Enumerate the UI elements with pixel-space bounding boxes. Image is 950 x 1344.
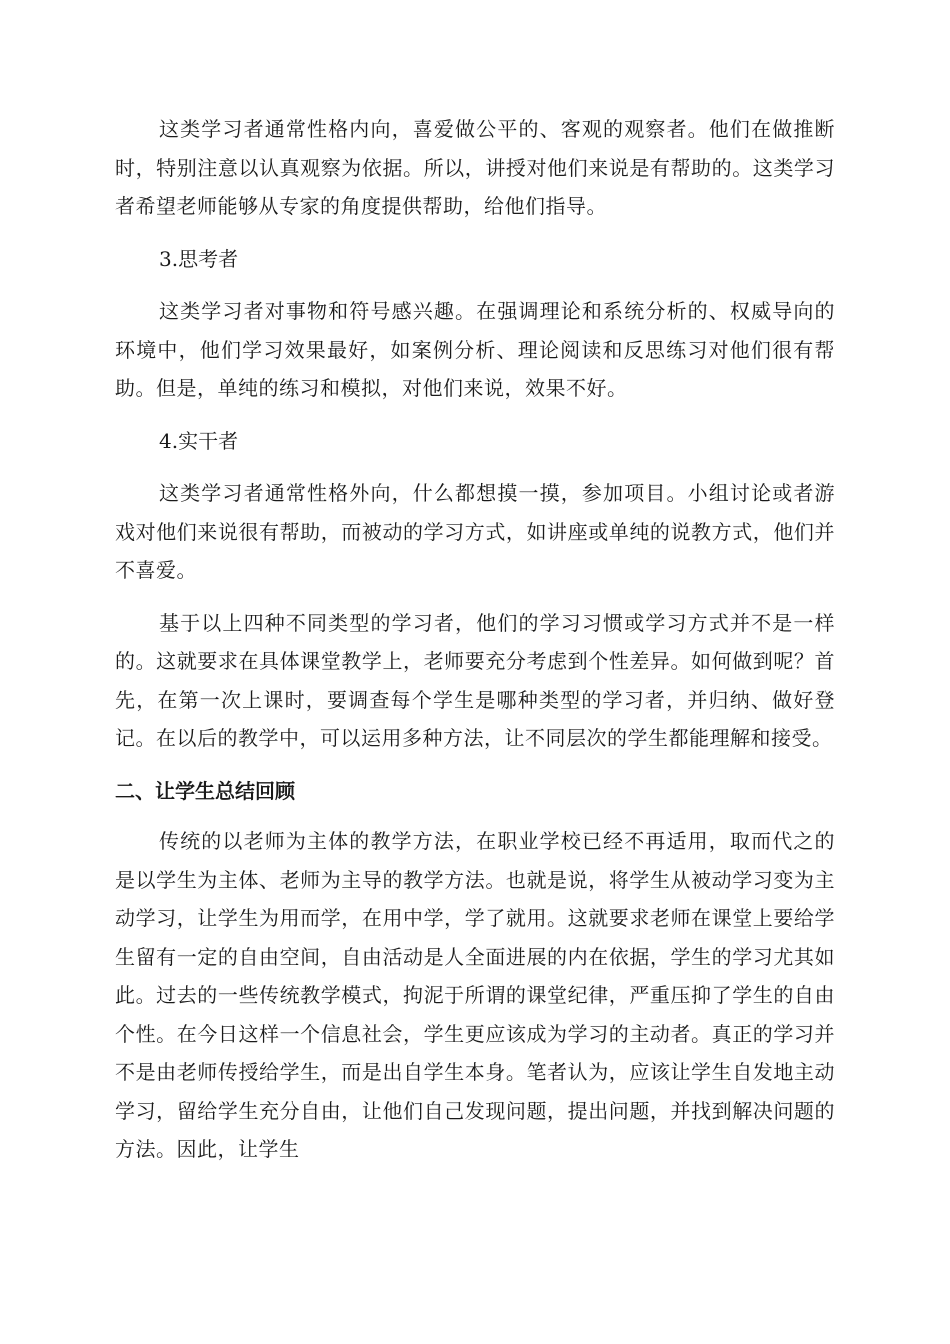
document-body — [115, 110, 835, 1183]
subheading-thinker: 3.思考者 — [159, 246, 239, 271]
section-heading-review: 二、让学生总结回顾 — [115, 778, 295, 803]
paragraph-doer: 这类学习者通常性格外向，什么都想摸一摸，参加项目。小组讨论或者游戏对他们来说很有帮助，而被动的学习方式，如讲座或单纯的说教方式，他们并不喜爱。 — [115, 481, 835, 582]
paragraph-differences: 基于以上四种不同类型的学习者，他们的学习习惯或学习方式并不是一样的。这就要求在具体课堂教学上，老师要充分考虑到个性差异。如何做到呢？首先，在第一次上课时，要调查每个学生是哪种类型的学习者，并归纳、做好登记。在以后的教学中，可以运用多种方法，让不同层次的学生都能理解和接受。 — [115, 610, 835, 750]
paragraph-student-centered: 传统的以老师为主体的教学方法，在职业学校已经不再适用，取而代之的是以学生为主体、老师为主导的教学方法。也就是说，将学生从被动学习变为主动学习，让学生为用而学，在用中学，学了就用。这就要求老师在课堂上要给学生留有一定的自由空间，自由活动是人全面进展的内在依据，学生的学习尤其如此。过去的一些传统教学模式，拘泥于所谓的课堂纪律，严重压抑了学生的自由个性。在今日这样一个信息社会，学生更应该成为学习的主动者。真正的学习并不是由老师传授给学生，而是出自学生本身。笔者认为，应该让学生自发地主动学习，留给学生充分自由，让他们自己发现问题，提出问题，并找到解决问题的方法。因此，让学生 — [115, 829, 835, 1161]
paragraph-observer: 这类学习者通常性格内向，喜爱做公平的、客观的观察者。他们在做推断时，特别注意以认真观察为依据。所以，讲授对他们来说是有帮助的。这类学习者希望老师能够从专家的角度提供帮助，给他们指导。 — [115, 117, 835, 218]
subheading-doer: 4.实干者 — [159, 428, 239, 453]
paragraph-thinker: 这类学习者对事物和符号感兴趣。在强调理论和系统分析的、权威导向的环境中，他们学习效果最好，如案例分析、理论阅读和反思练习对他们很有帮助。但是，单纯的练习和模拟，对他们来说，效果不好。 — [115, 299, 835, 400]
